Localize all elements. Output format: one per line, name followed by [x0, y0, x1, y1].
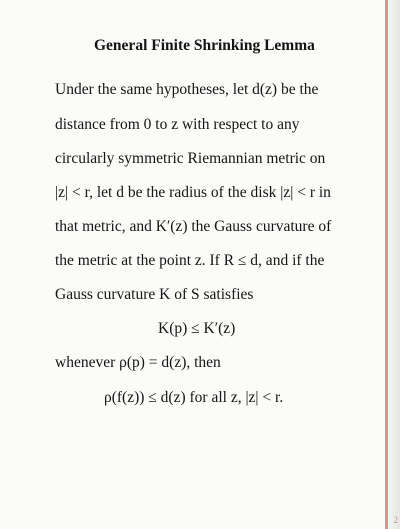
document-title: General Finite Shrinking Lemma: [94, 37, 315, 54]
text-line-5: that metric, and K′(z) the Gauss curvature of: [55, 218, 332, 235]
inequality-line: K(p) ≤ K′(z): [158, 320, 236, 337]
text-line-7: Gauss curvature K of S satisfies: [55, 286, 254, 303]
page-edge-shade: [388, 0, 400, 529]
text-line-6: the metric at the point z. If R ≤ d, and if the: [55, 252, 325, 269]
text-line-1: Under the same hypotheses, let d(z) be the: [55, 81, 319, 98]
text-line-3: circularly symmetric Riemannian metric on: [55, 150, 326, 167]
text-line-4: |z| < r, let d be the radius of the disk |z| < r in: [55, 184, 331, 201]
page-number: 2: [393, 515, 398, 525]
text-line-9: whenever ρ(p) = d(z), then: [55, 354, 221, 371]
conclusion-line: ρ(f(z)) ≤ d(z) for all z, |z| < r.: [104, 389, 284, 406]
page-edge-line: [385, 0, 388, 529]
text-line-2: distance from 0 to z with respect to any: [55, 116, 300, 133]
